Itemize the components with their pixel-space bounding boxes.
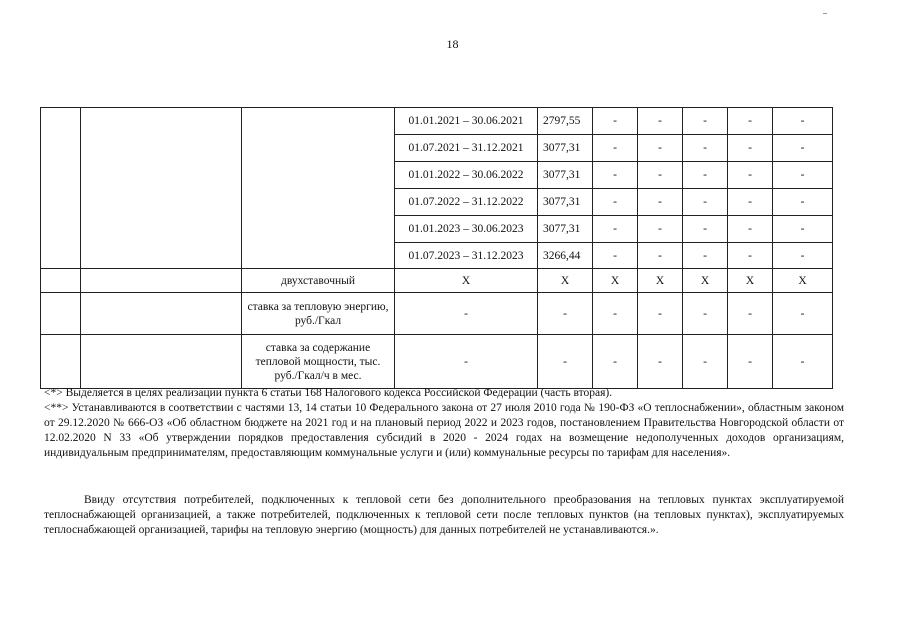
footnote-2: <**> Устанавливаются в соответствии с частями 13, 14 статьи 10 Федерального закона от 27 июля 2010 года № 190-ФЗ «О теплоснабжении», областным законом от 29.12.2020 № 666-ОЗ «Об областном бюджете на 2021 год и на плановый период 2022 и 2023 годов, постановлением Правительства Новгородской области от 12.02.2020 N 33 «Об утверждении порядков предоставления субсидий в 2020 - 2024 годах на возмещение недополученных доходов организациям, индивидуальным предпринимателям, предоставляющим коммунальные услуги и (или) коммунальные ресурсы по тарифам для населения». (44, 402, 844, 459)
dash-cell: - (683, 189, 728, 216)
dash-cell: - (638, 108, 683, 135)
dash-cell: - (538, 293, 593, 335)
table-row (41, 269, 833, 293)
dash-cell: - (728, 243, 773, 269)
period-cell: 01.07.2021 – 31.12.2021 (395, 135, 538, 162)
dash-cell: - (683, 335, 728, 389)
dash-cell: - (638, 216, 683, 243)
period-cell: 01.01.2023 – 30.06.2023 (395, 216, 538, 243)
dash-cell: - (773, 108, 833, 135)
tariff-value-cell: 3077,31 (538, 216, 593, 243)
blank-cell (81, 335, 242, 389)
period-cell: 01.07.2023 – 31.12.2023 (395, 243, 538, 269)
dash-cell: - (683, 162, 728, 189)
dash-cell: - (638, 189, 683, 216)
dash-cell: - (728, 335, 773, 389)
dash-cell: - (593, 108, 638, 135)
dash-cell: - (593, 243, 638, 269)
blank-cell (41, 293, 81, 335)
closing-paragraph: Ввиду отсутствия потребителей, подключенных к тепловой сети без дополнительного преобразования на тепловых пунктах эксплуатируемой теплоснабжающей организацией, а также потребителей, подключенных к тепловой сети после тепловых пунктов (на тепловых пунктах), эксплуатируемых теплоснабжающей организацией, тарифы на тепловую энергию (мощность) для данных потребителей не устанавливаются.». (44, 494, 844, 536)
footnotes (44, 386, 844, 461)
x-mark-cell: X (728, 269, 773, 293)
table-row (41, 293, 833, 335)
dash-cell: - (638, 293, 683, 335)
tariff-value-cell: 3077,31 (538, 162, 593, 189)
dash-cell: - (728, 162, 773, 189)
dash-cell: - (638, 135, 683, 162)
table-row (41, 335, 833, 389)
period-cell: 01.01.2021 – 30.06.2021 (395, 108, 538, 135)
capacity-rate-label: ставка за содержание тепловой мощности, тыс. руб./Гкал/ч в мес. (242, 335, 395, 389)
dash-cell: - (538, 335, 593, 389)
dash-cell: - (593, 135, 638, 162)
dash-cell: - (593, 189, 638, 216)
blank-cell (242, 108, 395, 269)
blank-cell (41, 269, 81, 293)
footnote-1: <*> Выделяется в целях реализации пункта 6 статьи 168 Налогового кодекса Российской Федерации (часть вторая). (44, 387, 613, 399)
dash-cell: - (728, 189, 773, 216)
dash-cell: - (773, 189, 833, 216)
blank-cell (81, 269, 242, 293)
dash-cell: - (728, 216, 773, 243)
dash-cell: - (683, 243, 728, 269)
dash-cell: - (773, 243, 833, 269)
page-number: 18 (446, 37, 459, 51)
dash-cell: - (728, 108, 773, 135)
blank-cell (81, 293, 242, 335)
tariff-value-cell: 3077,31 (538, 189, 593, 216)
dash-cell: - (773, 135, 833, 162)
x-mark-cell: X (395, 269, 538, 293)
x-mark-cell: X (638, 269, 683, 293)
dash-cell: - (395, 335, 538, 389)
tariff-value-cell: 3266,44 (538, 243, 593, 269)
tariff-value-cell: 2797,55 (538, 108, 593, 135)
energy-rate-label: ставка за тепловую энергию, руб./Гкал (242, 293, 395, 335)
dash-cell: - (728, 135, 773, 162)
blank-cell (41, 108, 81, 269)
blank-cell (41, 335, 81, 389)
tariff-table (40, 107, 833, 389)
dash-cell: - (773, 216, 833, 243)
dash-cell: - (638, 243, 683, 269)
period-cell: 01.07.2022 – 31.12.2022 (395, 189, 538, 216)
x-mark-cell: X (773, 269, 833, 293)
dash-cell: - (593, 335, 638, 389)
x-mark-cell: X (593, 269, 638, 293)
two-rate-label: двухставочный (242, 269, 395, 293)
dash-cell: - (593, 293, 638, 335)
dash-cell: - (773, 293, 833, 335)
dash-cell: - (683, 135, 728, 162)
dash-cell: - (638, 162, 683, 189)
table-row (41, 108, 833, 135)
dash-cell: - (683, 216, 728, 243)
dash-cell: - (593, 162, 638, 189)
dash-cell: - (773, 335, 833, 389)
dash-cell: - (683, 293, 728, 335)
blank-cell (81, 108, 242, 269)
period-cell: 01.01.2022 – 30.06.2022 (395, 162, 538, 189)
dash-cell: - (683, 108, 728, 135)
tariff-value-cell: 3077,31 (538, 135, 593, 162)
dash-cell: - (773, 162, 833, 189)
x-mark-cell: X (538, 269, 593, 293)
dash-cell: - (395, 293, 538, 335)
dash-cell: - (728, 293, 773, 335)
x-mark-cell: X (683, 269, 728, 293)
scan-mark (823, 13, 827, 14)
dash-cell: - (638, 335, 683, 389)
dash-cell: - (593, 216, 638, 243)
